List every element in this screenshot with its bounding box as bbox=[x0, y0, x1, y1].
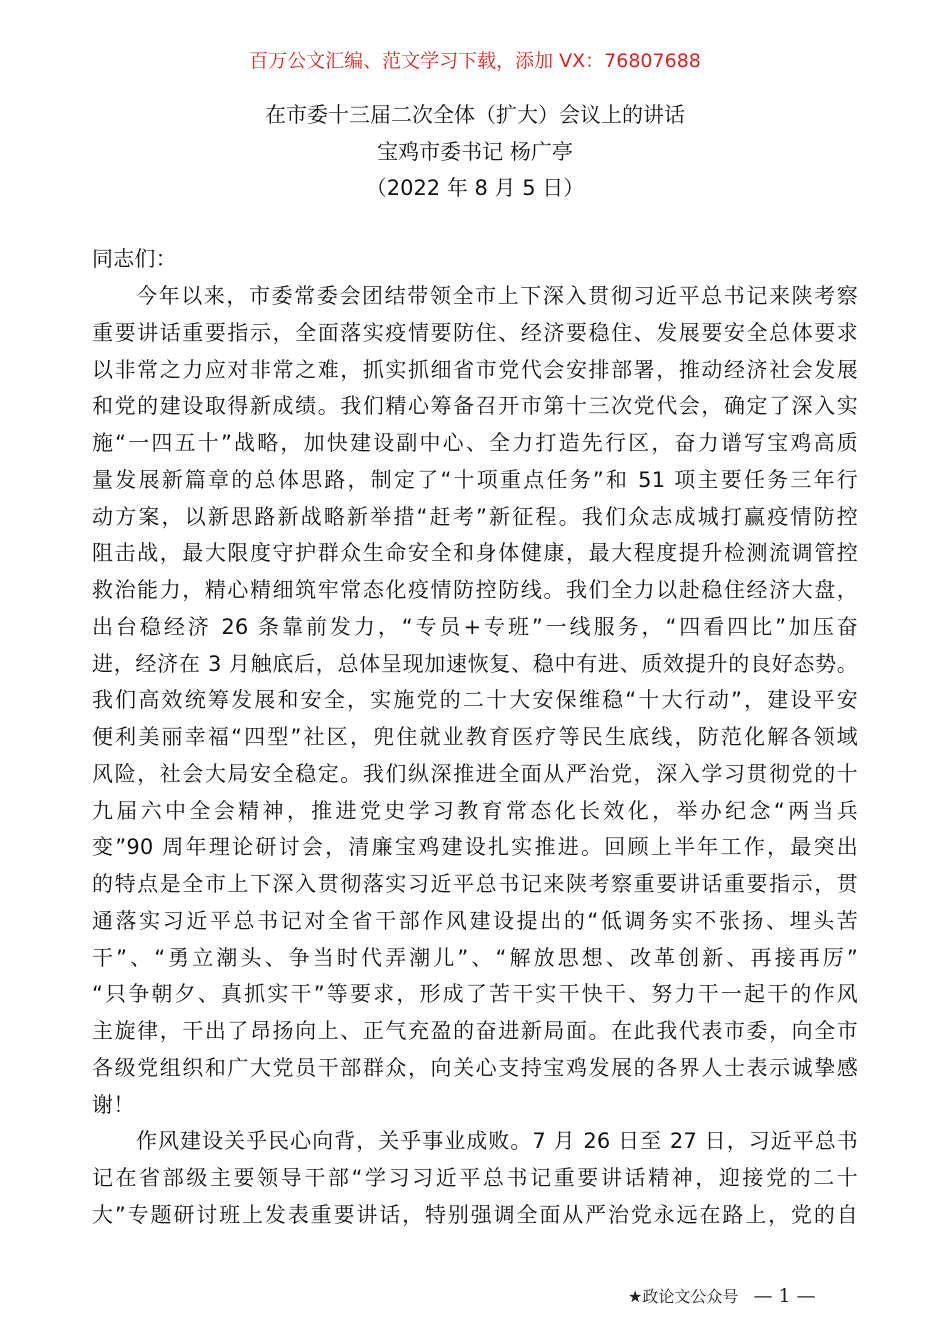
watermark-banner: 百万公文汇编、范文学习下载，添加 VX：76807688 bbox=[249, 50, 701, 72]
paragraph-line: 进，经济在 3 月触底后，总体呈现加速恢复、稳中有进、质效提升的良好态势。 bbox=[92, 651, 858, 676]
paragraph-line: 干”、“勇立潮头、争当时代弄潮儿”、“解放思想、改革创新、再接再厉” bbox=[92, 945, 858, 970]
paragraph-line: 九届六中全会精神，推进党史学习教育常态化长效化，举办纪念“两当兵 bbox=[92, 798, 858, 823]
paragraph-line: 通落实习近平总书记对全省干部作风建设提出的“低调务实不张扬、埋头苦 bbox=[92, 908, 858, 933]
page-number: — 1 — bbox=[753, 1285, 816, 1307]
page-footer bbox=[628, 1284, 816, 1307]
paragraph-line: 以非常之力应对非常之难，抓实抓细省市党代会安排部署，推动经济社会发展 bbox=[92, 357, 858, 382]
paragraph-line: 记在省部级主要领导干部“学习习近平总书记重要讲话精神，迎接党的二十 bbox=[92, 1166, 858, 1190]
paragraph-line: 各级党组织和广大党员干部群众，向关心支持宝鸡发展的各界人士表示诚挚感 bbox=[92, 1055, 858, 1080]
paragraph-line: 救治能力，精心精细筑牢常态化疫情防控防线。我们全力以赴稳住经济大盘， bbox=[92, 578, 858, 602]
paragraph-line: 出台稳经济 26 条靠前发力，“专员+专班”一线服务，“四看四比”加压奋 bbox=[92, 614, 858, 639]
paragraph-line: 重要讲话重要指示，全面落实疫情要防住、经济要稳住、发展要安全总体要求 bbox=[92, 320, 858, 345]
salutation: 同志们： bbox=[92, 247, 177, 271]
paragraph-line: 变”90 周年理论研讨会，清廉宝鸡建设扎实推进。回顾上半年工作，最突出 bbox=[92, 835, 858, 860]
paragraph-line: 作风建设关乎民心向背，关乎事业成败。7 月 26 日至 27 日，习近平总书 bbox=[136, 1129, 858, 1154]
paragraph-line: 大”专题研讨班上发表重要讲话，特别强调全面从严治党永远在路上，党的自 bbox=[92, 1202, 858, 1227]
paragraph-line: 便利美丽幸福“四型”社区，兜住就业教育医疗等民生底线，防范化解各领域 bbox=[92, 725, 858, 749]
paragraph-line: 风险，社会大局安全稳定。我们纵深推进全面从严治党，深入学习贯彻党的十 bbox=[92, 761, 858, 786]
paragraph-line: “只争朝夕、真抓实干”等要求，形成了苦干实干快干、努力干一起干的作风 bbox=[92, 982, 858, 1007]
footer-source: ★政论文公众号 bbox=[628, 1287, 739, 1306]
document-author: 宝鸡市委书记 杨广亭 bbox=[377, 140, 573, 164]
paragraph-line: 我们高效统筹发展和安全，实施党的二十大安保维稳“十大行动”，建设平安 bbox=[92, 688, 858, 713]
paragraph-line: 动方案，以新思路新战略新举措“赶考”新征程。我们众志成城打赢疫情防控 bbox=[92, 504, 858, 529]
paragraph-line: 的特点是全市上下深入贯彻落实习近平总书记来陕考察重要讲话重要指示，贯 bbox=[92, 872, 858, 896]
document-date: （2022 年 8 月 5 日） bbox=[365, 176, 585, 200]
paragraph-line: 阻击战，最大限度守护群众生命安全和身体健康，最大程度提升检测流调管控 bbox=[92, 541, 858, 566]
document-title: 在市委十三届二次全体（扩大）会议上的讲话 bbox=[265, 103, 685, 127]
paragraph-line: 施“一四五十”战略，加快建设副中心、全力打造先行区，奋力谱写宝鸡高质 bbox=[92, 431, 858, 455]
paragraph-line: 量发展新篇章的总体思路，制定了“十项重点任务”和 51 项主要任务三年行 bbox=[92, 467, 858, 492]
paragraph-line: 今年以来，市委常委会团结带领全市上下深入贯彻习近平总书记来陕考察 bbox=[136, 284, 858, 308]
paragraph-line: 和党的建设取得新成绩。我们精心筹备召开市第十三次党代会，确定了深入实 bbox=[92, 394, 858, 419]
paragraph-line: 谢！ bbox=[92, 1092, 135, 1117]
paragraph-line: 主旋律，干出了昂扬向上、正气充盈的奋进新局面。在此我代表市委，向全市 bbox=[92, 1019, 858, 1043]
